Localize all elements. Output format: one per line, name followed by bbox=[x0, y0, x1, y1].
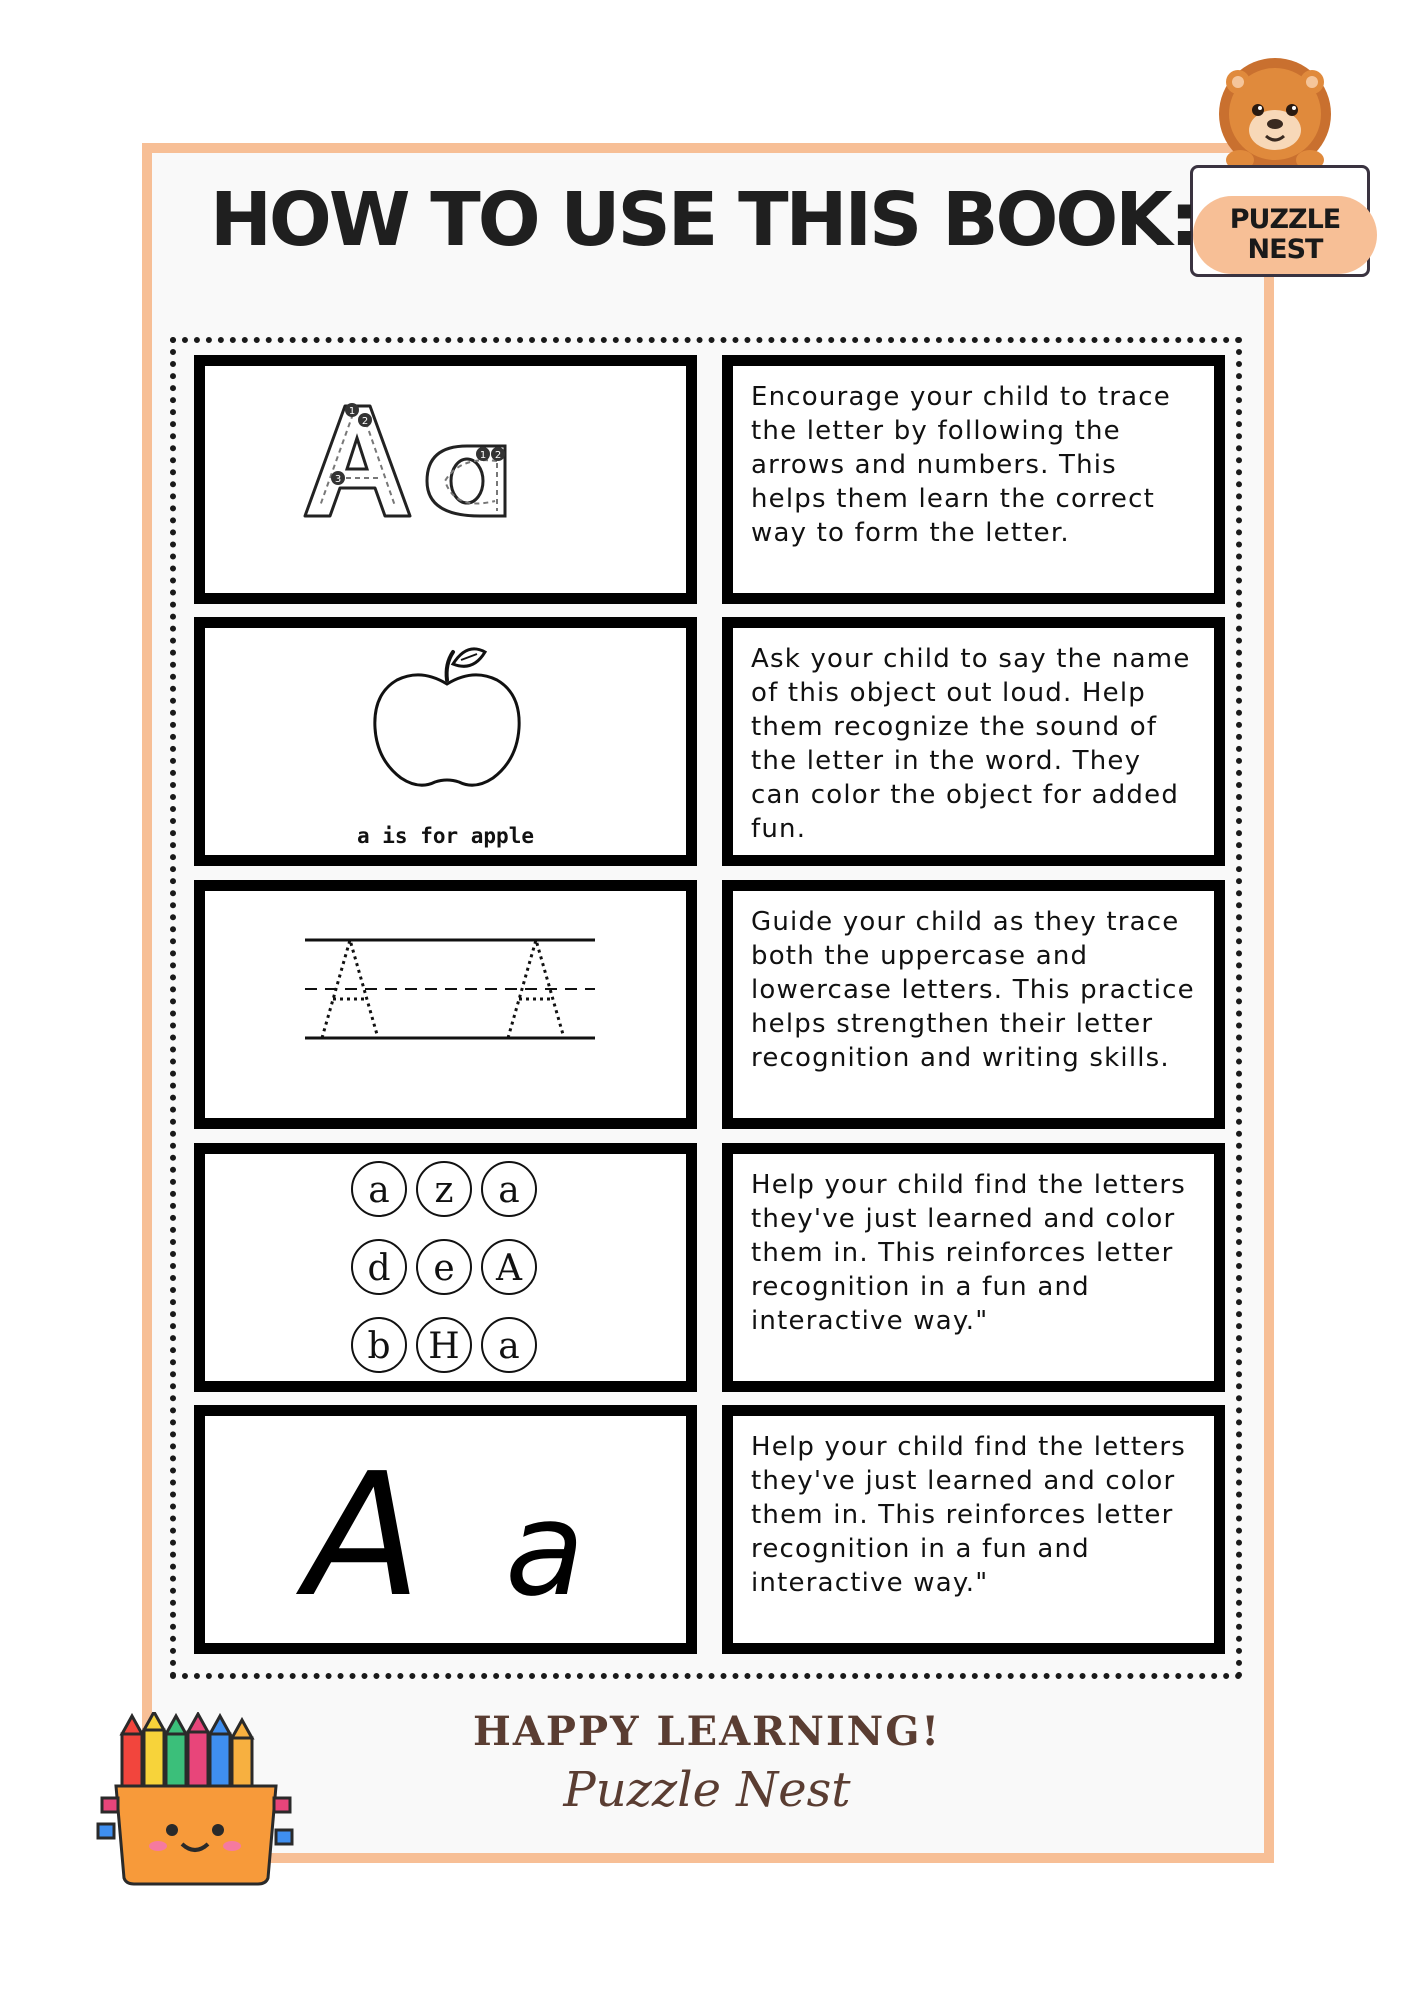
apple-icon bbox=[205, 628, 686, 855]
brand-badge-line1: PUZZLE bbox=[1229, 204, 1341, 235]
svg-text:3: 3 bbox=[334, 474, 342, 485]
instruction-card-4 bbox=[722, 1143, 1225, 1392]
circle-letter-7: b bbox=[367, 1326, 391, 1367]
svg-text:1: 1 bbox=[479, 450, 487, 461]
instruction-text-3: Guide your child as they trace both the uppercase and lowercase letters. This practice helps strengthen their letter recognition and writing skills. bbox=[751, 907, 1195, 1073]
signature: Puzzle Nest bbox=[563, 1762, 851, 1818]
circle-letter-4: d bbox=[367, 1248, 391, 1289]
image-card-4 bbox=[194, 1143, 697, 1392]
letter-pair-icon bbox=[205, 1416, 686, 1643]
circle-letter-1: a bbox=[368, 1170, 390, 1211]
instruction-card-2 bbox=[722, 617, 1225, 866]
apple-caption: a is for apple bbox=[356, 824, 534, 848]
circle-letter-2: z bbox=[434, 1170, 454, 1211]
image-card-1 bbox=[194, 355, 697, 604]
instruction-card-5 bbox=[722, 1405, 1225, 1654]
circle-letter-5: e bbox=[433, 1248, 455, 1289]
circle-letter-6: A bbox=[496, 1248, 522, 1289]
instruction-text-1: Encourage your child to trace the letter by following the arrows and numbers. This helps them learn the correct way to form the letter. bbox=[751, 382, 1171, 548]
lowercase-letter: a bbox=[505, 1473, 585, 1625]
instruction-card-3 bbox=[722, 880, 1225, 1129]
image-card-2 bbox=[194, 617, 697, 866]
image-card-3 bbox=[194, 880, 697, 1129]
svg-text:2: 2 bbox=[361, 416, 369, 427]
brand-badge-pill bbox=[1193, 196, 1377, 274]
handwriting-lines-icon bbox=[205, 891, 686, 1118]
svg-text:2: 2 bbox=[494, 450, 502, 461]
footer-title: HAPPY LEARNING! bbox=[473, 1708, 941, 1755]
circle-letter-3: a bbox=[498, 1170, 520, 1211]
brand-badge bbox=[1190, 165, 1370, 277]
letter-trace-icon bbox=[205, 366, 686, 593]
instruction-text-4: Help your child find the letters they've just learned and color them in. This reinforces letter recognition in a fun and interactive way." bbox=[751, 1170, 1187, 1336]
instruction-text-5: Help your child find the letters they've just learned and color them in. This reinforces letter recognition in a fun and interactive way." bbox=[751, 1432, 1187, 1598]
circle-letter-9: a bbox=[498, 1326, 520, 1367]
instruction-text-2: Ask your child to say the name of this object out loud. Help them recognize the sound of the letter in the word. They can color the object for added fun. bbox=[751, 644, 1191, 844]
image-card-5 bbox=[194, 1405, 697, 1654]
instruction-card-1 bbox=[722, 355, 1225, 604]
uppercase-letter: A bbox=[305, 1437, 422, 1635]
letter-circles-icon bbox=[205, 1154, 686, 1381]
page-title: HOW TO USE THIS BOOK: bbox=[210, 177, 1197, 263]
brand-badge-line2: NEST bbox=[1247, 234, 1323, 265]
lion-mascot-icon bbox=[1200, 52, 1350, 172]
svg-text:1: 1 bbox=[348, 406, 356, 417]
circle-letter-8: H bbox=[428, 1326, 460, 1367]
